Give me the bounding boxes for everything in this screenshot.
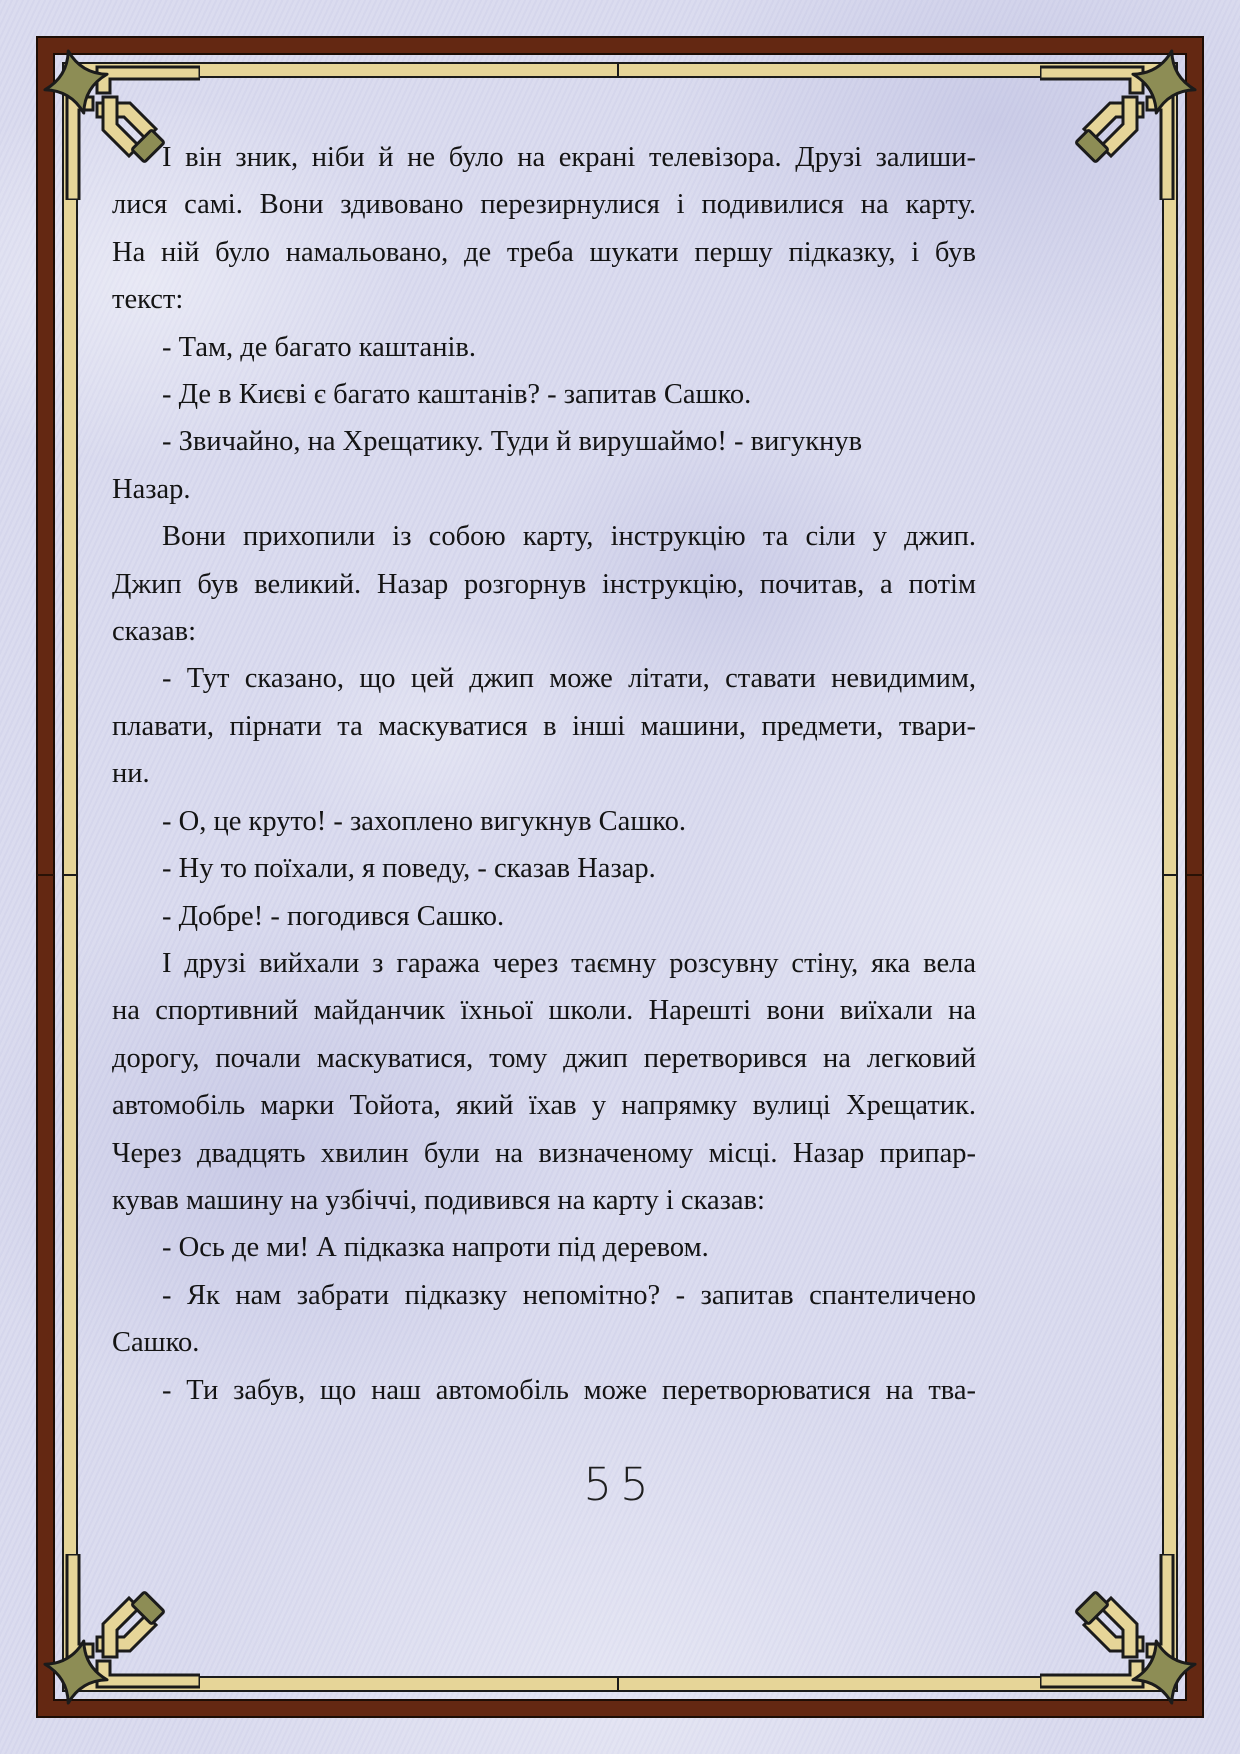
text-line: - Ну то поїхали, я поведу, - сказав Назар. bbox=[162, 853, 656, 885]
corner-ornament-icon bbox=[1040, 30, 1210, 200]
border-seam bbox=[1162, 874, 1177, 876]
text-line: плавати, пірнати та маскуватися в інші машини, предмети, твари- bbox=[112, 710, 976, 742]
border-seam bbox=[617, 1676, 619, 1691]
text-line: На ній було намальовано, де треба шукати першу підказку, і був bbox=[112, 236, 976, 268]
text-line: - Де в Києві є багато каштанів? - запитав Сашко. bbox=[162, 379, 752, 411]
text-line: Через двадцять хвилин були на визначеному місці. Назар припар- bbox=[112, 1137, 976, 1169]
text-line: - Як нам забрати підказку непомітно? - запитав спантеличено bbox=[162, 1279, 976, 1311]
text-line: І друзі вийхали з гаража через таємну розсувну стіну, яка вела bbox=[162, 947, 976, 979]
text-line: автомобіль марки Тойота, який їхав у напрямку вулиці Хрещатик. bbox=[112, 1090, 976, 1122]
border-seam bbox=[1187, 874, 1204, 876]
text-line: Назар. bbox=[112, 473, 191, 505]
text-line: ни. bbox=[112, 758, 150, 790]
text-line: Джип був великий. Назар розгорнув інструкцію, почитав, а потім bbox=[112, 568, 976, 600]
corner-ornament-icon bbox=[1040, 1554, 1210, 1724]
border-seam bbox=[617, 63, 619, 78]
text-line: І він зник, ніби й не було на екрані телевізора. Друзі залиши- bbox=[162, 142, 976, 173]
border-seam bbox=[63, 874, 78, 876]
text-line: кував машину на узбіччі, подивився на карту і сказав: bbox=[112, 1184, 765, 1216]
text-line: - Звичайно, на Хрещатику. Туди й вирушаймо! - вигукнув bbox=[162, 426, 863, 458]
text-line: дорогу, почали маскуватися, тому джип перетворився на легковий bbox=[112, 1042, 976, 1074]
text-line: - Ти забув, що наш автомобіль може перетворюватися на тва- bbox=[162, 1374, 976, 1406]
text-block bbox=[112, 134, 976, 1414]
text-line: - Ось де ми! А підказка напроти під деревом. bbox=[162, 1232, 709, 1264]
text-line: сказав: bbox=[112, 616, 196, 648]
text-line: - О, це круто! - захоплено вигукнув Сашко. bbox=[162, 805, 687, 837]
text-line: на спортивний майданчик їхньої школи. Нарешті вони виїхали на bbox=[112, 995, 976, 1027]
text-line: - Там, де багато каштанів. bbox=[162, 331, 476, 363]
text-line: - Тут сказано, що цей джип може літати, ставати невидимим, bbox=[162, 663, 976, 695]
page-number: 55 bbox=[583, 1458, 657, 1511]
text-line: текст: bbox=[112, 284, 184, 316]
text-line: Вони прихопили із собою карту, інструкцію та сіли у джип. bbox=[162, 521, 976, 553]
border-seam bbox=[37, 874, 54, 876]
text-line: Сашко. bbox=[112, 1327, 200, 1359]
corner-ornament-icon bbox=[30, 1554, 200, 1724]
text-line: - Добре! - погодився Сашко. bbox=[162, 900, 505, 932]
text-line: лися самі. Вони здивовано перезирнулися і подивилися на карту. bbox=[112, 189, 976, 221]
